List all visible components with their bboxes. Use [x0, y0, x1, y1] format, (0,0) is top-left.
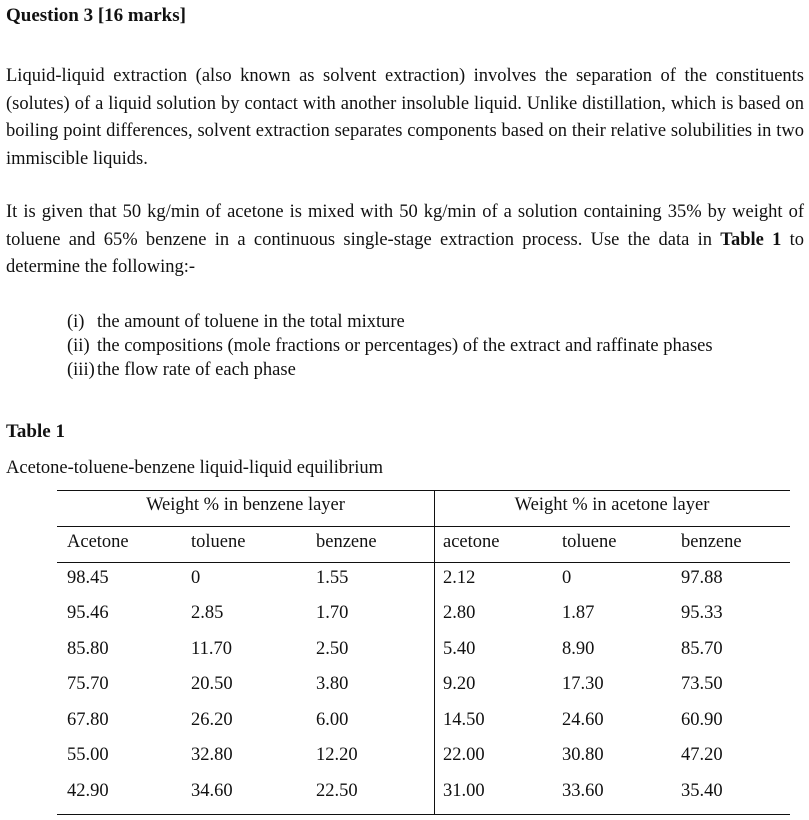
task-text: the flow rate of each phase: [97, 360, 296, 380]
table-row: [57, 708, 790, 732]
table-cell: 22.00: [443, 745, 485, 765]
table-caption: Acetone-toluene-benzene liquid-liquid equilibrium: [6, 458, 384, 478]
task-number: (iii): [67, 360, 95, 380]
table-cell: 8.90: [562, 639, 595, 659]
table-cell: 55.00: [67, 745, 109, 765]
table-cell: 1.55: [316, 568, 349, 588]
column-header: toluene: [562, 532, 617, 552]
table-cell: 11.70: [191, 639, 232, 659]
table-row: [57, 637, 790, 661]
table-row: [57, 743, 790, 767]
group-header-rule: [57, 526, 790, 527]
problem-text-end: to determine the following:-: [6, 229, 805, 277]
table-cell: 5.40: [443, 639, 476, 659]
table-cell: 2.85: [191, 603, 224, 623]
benzene-layer-header: Weight % in benzene layer: [146, 495, 345, 515]
table-cell: 2.80: [443, 603, 476, 623]
table-cell: 33.60: [562, 781, 604, 801]
table-row: [57, 601, 790, 625]
task-item: [67, 334, 713, 358]
table-cell: 67.80: [67, 710, 109, 730]
table-reference: Table 1: [720, 229, 782, 250]
table-cell: 60.90: [681, 710, 723, 730]
table-cell: 32.80: [191, 745, 233, 765]
table-cell: 24.60: [562, 710, 604, 730]
table-cell: 0: [191, 568, 201, 588]
task-text: the amount of toluene in the total mixture: [97, 312, 405, 332]
column-header: benzene: [681, 532, 742, 552]
task-text: the compositions (mole fractions or percentages) of the extract and raffinate phases: [97, 336, 713, 356]
table-row: [57, 672, 790, 696]
table-cell: 12.20: [316, 745, 358, 765]
table-cell: 97.88: [681, 568, 723, 588]
table-cell: 95.46: [67, 603, 109, 623]
table-cell: 22.50: [316, 781, 358, 801]
table-bottom-rule: [57, 814, 790, 815]
acetone-layer-header: Weight % in acetone layer: [514, 495, 710, 515]
column-header: Acetone: [67, 532, 129, 552]
table-row: [57, 566, 790, 590]
table-cell: 42.90: [67, 781, 109, 801]
table-cell: 0: [562, 568, 572, 588]
table-cell: 6.00: [316, 710, 349, 730]
question-heading: Question 3 [16 marks]: [6, 5, 186, 26]
table-cell: 30.80: [562, 745, 604, 765]
column-header-rule: [57, 562, 790, 563]
table-cell: 1.87: [562, 603, 595, 623]
task-number: (i): [67, 312, 85, 332]
task-item: [67, 310, 713, 334]
table-cell: 26.20: [191, 710, 233, 730]
table-cell: 14.50: [443, 710, 485, 730]
problem-text-start: It is given that 50 kg/min of acetone is mixed with 50 kg/min of a solution containing 35% by weight of toluene and 65% benzene in a continuous single-stage extraction process. Use the data in: [6, 202, 804, 250]
task-list: [67, 310, 713, 382]
table-cell: 75.70: [67, 674, 109, 694]
table-cell: 85.80: [67, 639, 109, 659]
table-cell: 98.45: [67, 568, 109, 588]
problem-paragraph: [6, 199, 804, 282]
table-cell: 1.70: [316, 603, 349, 623]
table-cell: 31.00: [443, 781, 485, 801]
table-cell: 3.80: [316, 674, 349, 694]
task-number: (ii): [67, 336, 90, 356]
table-cell: 73.50: [681, 674, 723, 694]
intro-paragraph: Liquid-liquid extraction (also known as solvent extraction) involves the separation of the constituents (solutes) of a liquid solution by contact with another insoluble liquid. Unlike distillation, which is based on boiling point differences, solvent extraction separates components based on their relative solubilities in two immiscible liquids.: [6, 66, 804, 169]
table-cell: 2.50: [316, 639, 349, 659]
table-cell: 95.33: [681, 603, 723, 623]
table-cell: 34.60: [191, 781, 233, 801]
table-title: Table 1: [6, 421, 65, 442]
table-cell: 47.20: [681, 745, 723, 765]
table-top-rule: [57, 490, 790, 491]
column-header: toluene: [191, 532, 246, 552]
column-header: acetone: [443, 532, 500, 552]
column-header-row: [57, 530, 790, 554]
table-cell: 20.50: [191, 674, 233, 694]
table-cell: 35.40: [681, 781, 723, 801]
table-cell: 17.30: [562, 674, 604, 694]
table-cell: 2.12: [443, 568, 476, 588]
task-item: [67, 358, 713, 382]
equilibrium-table: [57, 490, 790, 816]
table-row: [57, 779, 790, 803]
column-header: benzene: [316, 532, 377, 552]
table-cell: 85.70: [681, 639, 723, 659]
table-cell: 9.20: [443, 674, 476, 694]
